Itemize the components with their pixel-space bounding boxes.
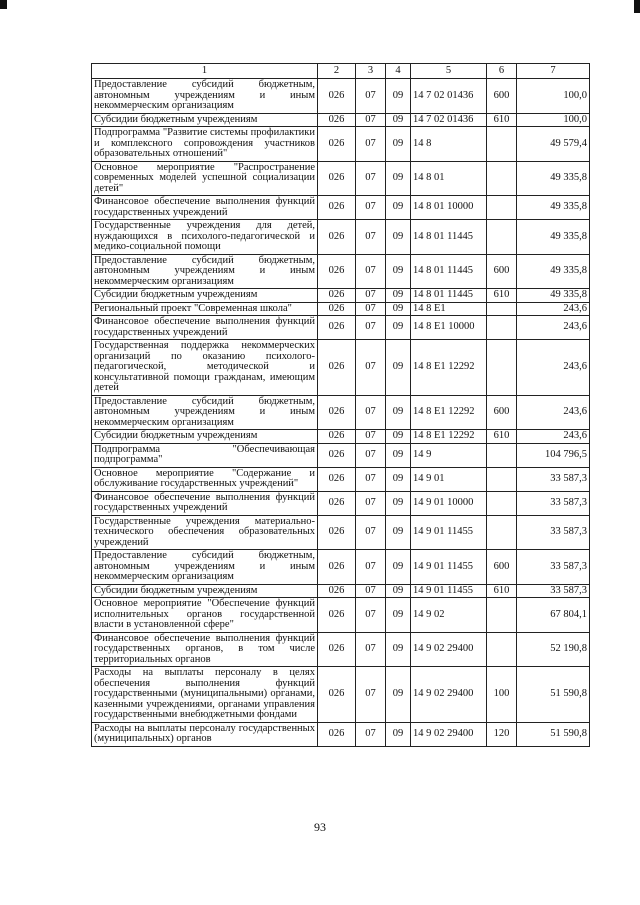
- table-row: [92, 161, 590, 196]
- item-name-cell: Финансовое обеспечение выполнения функций государственных учреждений: [92, 316, 318, 340]
- ministry-code-cell: 026: [318, 196, 356, 220]
- subsection-cell: 09: [386, 598, 411, 633]
- section-cell: 07: [356, 196, 386, 220]
- amount-cell: 33 587,3: [517, 584, 590, 598]
- target-article-cell: 14 9 02: [411, 598, 487, 633]
- section-cell: 07: [356, 722, 386, 746]
- ministry-code-cell: 026: [318, 161, 356, 196]
- expense-type-cell: [487, 196, 517, 220]
- expense-type-cell: 120: [487, 722, 517, 746]
- amount-cell: 33 587,3: [517, 515, 590, 550]
- expense-type-cell: [487, 632, 517, 667]
- ministry-code-cell: 026: [318, 395, 356, 430]
- subsection-cell: 09: [386, 395, 411, 430]
- subsection-cell: 09: [386, 722, 411, 746]
- section-cell: 07: [356, 254, 386, 289]
- subsection-cell: 09: [386, 430, 411, 444]
- expense-type-cell: 100: [487, 667, 517, 723]
- amount-cell: 52 190,8: [517, 632, 590, 667]
- target-article-cell: 14 8 01 11445: [411, 289, 487, 303]
- amount-cell: 243,6: [517, 302, 590, 316]
- scan-mark-right: [634, 0, 640, 13]
- target-article-cell: 14 8 01 10000: [411, 196, 487, 220]
- target-article-cell: 14 8 01 11445: [411, 254, 487, 289]
- table-row: [92, 395, 590, 430]
- expense-type-cell: 610: [487, 289, 517, 303]
- section-cell: 07: [356, 584, 386, 598]
- item-name-cell: Предоставление субсидий бюджетным, автономным учреждениям и иным некоммерческим организациям: [92, 254, 318, 289]
- expense-type-cell: [487, 491, 517, 515]
- ministry-code-cell: 026: [318, 254, 356, 289]
- item-name-cell: Основное мероприятие "Обеспечение функций исполнительных органов государственной власти в установленной сфере": [92, 598, 318, 633]
- section-cell: 07: [356, 127, 386, 162]
- expense-type-cell: [487, 127, 517, 162]
- subsection-cell: 09: [386, 127, 411, 162]
- target-article-cell: 14 9: [411, 443, 487, 467]
- expense-type-cell: 600: [487, 79, 517, 114]
- table-row: [92, 515, 590, 550]
- table-row: [92, 289, 590, 303]
- expense-type-cell: 600: [487, 254, 517, 289]
- subsection-cell: 09: [386, 550, 411, 585]
- amount-cell: 243,6: [517, 316, 590, 340]
- section-cell: 07: [356, 667, 386, 723]
- amount-cell: 49 335,8: [517, 161, 590, 196]
- section-cell: 07: [356, 340, 386, 396]
- table-row: [92, 722, 590, 746]
- target-article-cell: 14 7 02 01436: [411, 113, 487, 127]
- subsection-cell: 09: [386, 161, 411, 196]
- target-article-cell: 14 9 01 11455: [411, 550, 487, 585]
- header-cell: 4: [386, 64, 411, 79]
- item-name-cell: Предоставление субсидий бюджетным, автономным учреждениям и иным некоммерческим организациям: [92, 550, 318, 585]
- subsection-cell: 09: [386, 491, 411, 515]
- ministry-code-cell: 026: [318, 113, 356, 127]
- target-article-cell: 14 8 E1 12292: [411, 395, 487, 430]
- table-row: [92, 302, 590, 316]
- expense-type-cell: [487, 515, 517, 550]
- item-name-cell: Субсидии бюджетным учреждениям: [92, 430, 318, 444]
- table-row: [92, 196, 590, 220]
- expense-type-cell: [487, 340, 517, 396]
- item-name-cell: Расходы на выплаты персоналу в целях обеспечения выполнения функций государственными (муниципальными) органами, казенными учреждениями, органами управления государственными внебюджетными фондами: [92, 667, 318, 723]
- ministry-code-cell: 026: [318, 302, 356, 316]
- subsection-cell: 09: [386, 254, 411, 289]
- budget-table: [91, 63, 590, 747]
- expense-type-cell: [487, 598, 517, 633]
- section-cell: 07: [356, 598, 386, 633]
- subsection-cell: 09: [386, 302, 411, 316]
- item-name-cell: Расходы на выплаты персоналу государственных (муниципальных) органов: [92, 722, 318, 746]
- table-row: [92, 430, 590, 444]
- table-row: [92, 340, 590, 396]
- item-name-cell: Финансовое обеспечение выполнения функций государственных учреждений: [92, 491, 318, 515]
- header-cell: 2: [318, 64, 356, 79]
- ministry-code-cell: 026: [318, 584, 356, 598]
- item-name-cell: Подпрограмма "Обеспечивающая подпрограмма": [92, 443, 318, 467]
- item-name-cell: Субсидии бюджетным учреждениям: [92, 584, 318, 598]
- target-article-cell: 14 7 02 01436: [411, 79, 487, 114]
- ministry-code-cell: 026: [318, 722, 356, 746]
- item-name-cell: Финансовое обеспечение выполнения функций государственных учреждений: [92, 196, 318, 220]
- expense-type-cell: [487, 302, 517, 316]
- ministry-code-cell: 026: [318, 79, 356, 114]
- amount-cell: 49 335,8: [517, 196, 590, 220]
- expense-type-cell: 610: [487, 430, 517, 444]
- ministry-code-cell: 026: [318, 316, 356, 340]
- ministry-code-cell: 026: [318, 220, 356, 255]
- item-name-cell: Субсидии бюджетным учреждениям: [92, 289, 318, 303]
- ministry-code-cell: 026: [318, 127, 356, 162]
- target-article-cell: 14 9 01 11455: [411, 584, 487, 598]
- table-row: [92, 598, 590, 633]
- subsection-cell: 09: [386, 632, 411, 667]
- table-row: [92, 550, 590, 585]
- table-row: [92, 113, 590, 127]
- section-cell: 07: [356, 113, 386, 127]
- target-article-cell: 14 9 01 10000: [411, 491, 487, 515]
- amount-cell: 33 587,3: [517, 550, 590, 585]
- target-article-cell: 14 8 E1 12292: [411, 430, 487, 444]
- subsection-cell: 09: [386, 316, 411, 340]
- amount-cell: 49 335,8: [517, 220, 590, 255]
- target-article-cell: 14 9 02 29400: [411, 632, 487, 667]
- section-cell: 07: [356, 302, 386, 316]
- expense-type-cell: [487, 161, 517, 196]
- subsection-cell: 09: [386, 467, 411, 491]
- target-article-cell: 14 8: [411, 127, 487, 162]
- target-article-cell: 14 9 02 29400: [411, 667, 487, 723]
- table-row: [92, 127, 590, 162]
- subsection-cell: 09: [386, 289, 411, 303]
- item-name-cell: Подпрограмма "Развитие системы профилактики и комплексного сопровождения участников образовательных отношений": [92, 127, 318, 162]
- expense-type-cell: [487, 316, 517, 340]
- section-cell: 07: [356, 430, 386, 444]
- amount-cell: 51 590,8: [517, 722, 590, 746]
- section-cell: 07: [356, 491, 386, 515]
- section-cell: 07: [356, 161, 386, 196]
- table-row: [92, 667, 590, 723]
- ministry-code-cell: 026: [318, 632, 356, 667]
- target-article-cell: 14 8 E1 10000: [411, 316, 487, 340]
- header-row: [92, 64, 590, 79]
- table-row: [92, 467, 590, 491]
- ministry-code-cell: 026: [318, 467, 356, 491]
- amount-cell: 33 587,3: [517, 467, 590, 491]
- expense-type-cell: [487, 220, 517, 255]
- header-cell: 3: [356, 64, 386, 79]
- amount-cell: 49 335,8: [517, 289, 590, 303]
- header-cell: 1: [92, 64, 318, 79]
- amount-cell: 49 335,8: [517, 254, 590, 289]
- expense-type-cell: 610: [487, 113, 517, 127]
- table-row: [92, 632, 590, 667]
- table-row: [92, 316, 590, 340]
- section-cell: 07: [356, 515, 386, 550]
- header-cell: 6: [487, 64, 517, 79]
- amount-cell: 243,6: [517, 430, 590, 444]
- item-name-cell: Основное мероприятие "Содержание и обслуживание государственных учреждений": [92, 467, 318, 491]
- target-article-cell: 14 8 E1: [411, 302, 487, 316]
- subsection-cell: 09: [386, 79, 411, 114]
- table-row: [92, 584, 590, 598]
- ministry-code-cell: 026: [318, 430, 356, 444]
- subsection-cell: 09: [386, 443, 411, 467]
- subsection-cell: 09: [386, 340, 411, 396]
- item-name-cell: Финансовое обеспечение выполнения функций государственных органов, в том числе территориальных органов: [92, 632, 318, 667]
- ministry-code-cell: 026: [318, 443, 356, 467]
- target-article-cell: 14 8 E1 12292: [411, 340, 487, 396]
- subsection-cell: 09: [386, 196, 411, 220]
- target-article-cell: 14 9 01 11455: [411, 515, 487, 550]
- table-row: [92, 220, 590, 255]
- table-row: [92, 254, 590, 289]
- subsection-cell: 09: [386, 113, 411, 127]
- subsection-cell: 09: [386, 667, 411, 723]
- item-name-cell: Предоставление субсидий бюджетным, автономным учреждениям и иным некоммерческим организациям: [92, 395, 318, 430]
- section-cell: 07: [356, 79, 386, 114]
- section-cell: 07: [356, 289, 386, 303]
- target-article-cell: 14 8 01 11445: [411, 220, 487, 255]
- ministry-code-cell: 026: [318, 491, 356, 515]
- item-name-cell: Субсидии бюджетным учреждениям: [92, 113, 318, 127]
- amount-cell: 51 590,8: [517, 667, 590, 723]
- header-cell: 5: [411, 64, 487, 79]
- ministry-code-cell: 026: [318, 289, 356, 303]
- scan-mark-left: [0, 0, 7, 9]
- table-body: [92, 79, 590, 747]
- expense-type-cell: 610: [487, 584, 517, 598]
- section-cell: 07: [356, 395, 386, 430]
- target-article-cell: 14 9 01: [411, 467, 487, 491]
- expense-type-cell: 600: [487, 550, 517, 585]
- section-cell: 07: [356, 550, 386, 585]
- amount-cell: 33 587,3: [517, 491, 590, 515]
- ministry-code-cell: 026: [318, 550, 356, 585]
- ministry-code-cell: 026: [318, 515, 356, 550]
- amount-cell: 243,6: [517, 340, 590, 396]
- expense-type-cell: [487, 443, 517, 467]
- subsection-cell: 09: [386, 220, 411, 255]
- amount-cell: 67 804,1: [517, 598, 590, 633]
- item-name-cell: Государственные учреждения для детей, нуждающихся в психолого-педагогической и медико-социальной помощи: [92, 220, 318, 255]
- target-article-cell: 14 9 02 29400: [411, 722, 487, 746]
- ministry-code-cell: 026: [318, 598, 356, 633]
- item-name-cell: Основное мероприятие "Распространение современных моделей успешной социализации детей": [92, 161, 318, 196]
- amount-cell: 49 579,4: [517, 127, 590, 162]
- item-name-cell: Государственная поддержка некоммерческих организаций по оказанию психолого-педагогической, методической и консультативной помощи гражданам, имеющим детей: [92, 340, 318, 396]
- ministry-code-cell: 026: [318, 667, 356, 723]
- amount-cell: 100,0: [517, 113, 590, 127]
- amount-cell: 243,6: [517, 395, 590, 430]
- table-row: [92, 443, 590, 467]
- amount-cell: 100,0: [517, 79, 590, 114]
- section-cell: 07: [356, 316, 386, 340]
- amount-cell: 104 796,5: [517, 443, 590, 467]
- section-cell: 07: [356, 220, 386, 255]
- page-number: 93: [314, 820, 326, 834]
- item-name-cell: Региональный проект "Современная школа": [92, 302, 318, 316]
- table-row: [92, 491, 590, 515]
- subsection-cell: 09: [386, 584, 411, 598]
- item-name-cell: Государственные учреждения материально-технического обеспечения образовательных учреждений: [92, 515, 318, 550]
- item-name-cell: Предоставление субсидий бюджетным, автономным учреждениям и иным некоммерческим организациям: [92, 79, 318, 114]
- expense-type-cell: [487, 467, 517, 491]
- section-cell: 07: [356, 443, 386, 467]
- subsection-cell: 09: [386, 515, 411, 550]
- table-row: [92, 79, 590, 114]
- ministry-code-cell: 026: [318, 340, 356, 396]
- section-cell: 07: [356, 467, 386, 491]
- section-cell: 07: [356, 632, 386, 667]
- expense-type-cell: 600: [487, 395, 517, 430]
- target-article-cell: 14 8 01: [411, 161, 487, 196]
- header-cell: 7: [517, 64, 590, 79]
